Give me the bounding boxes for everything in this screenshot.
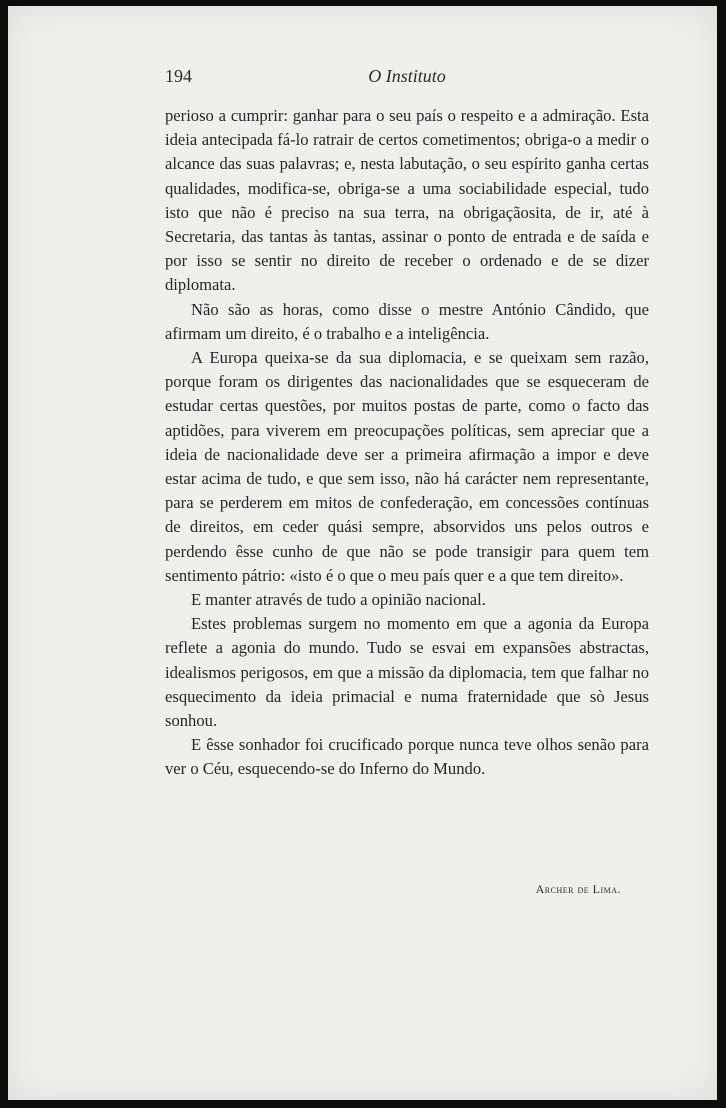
author-signature: Archer de Lima. — [535, 882, 621, 896]
paragraph: Não são as horas, como disse o mestre António Cândido, que afirmam um direito, é o trabalho e a inteligência. — [165, 299, 649, 343]
paragraph: E manter através de tudo a opinião nacional. — [191, 590, 486, 610]
paragraph-continuation: perioso a cumprir: ganhar para o seu país o respeito e a admiração. Esta ideia antecipada fá-lo ratrair de certos cometimentos; obriga-o a medir o alcance das suas palavras; e, nesta labutação, o seu espírito ganha certas qualidades, modifica-se, obriga-se a uma sociabilidade especial, tudo isto que não é preciso na sua terra, na obrigaçãosita, de ir, até à Secretaria, das tantas às tantas, assinar o ponto de entrada e de saída e por isso se sentir no direito de receber o ordenado e de se dizer diplomata. — [165, 106, 649, 295]
paragraph: E êsse sonhador foi crucificado porque nunca teve olhos senão para ver o Céu, esquecendo-se do Inferno do Mundo. — [165, 735, 649, 779]
book-page — [8, 6, 717, 1100]
paragraph: A Europa queixa-se da sua diplomacia, e se queixam sem razão, porque foram os dirigentes das nacionalidades que se esqueceram de estudar certas questões, por muitos postas de parte, como o facto das aptidões, para viverem em preocupações políticas, sem apreciar que a ideia de nacionalidade deve ser a primeira afirmação a impor e deve estar acima de tudo, e que sem isso, não há carácter nem representante, para se perderem em mitos de confederação, em concessões contínuas de direitos, em ceder quási sempre, absorvidos uns pelos outros e perdendo êsse cunho de que não se pode transigir para quem tem sentimento pátrio: «isto é o que o meu país quer e a que tem direito». — [165, 348, 649, 585]
article-body — [165, 104, 649, 782]
paragraph: Estes problemas surgem no momento em que a agonia da Europa reflete a agonia do mundo. Tudo se esvai em expansões abstractas, idealismos perigosos, em que a missão da diplomacia, tem que falhar no esquecimento da ideia primacial e numa fraternidade que sò Jesus sonhou. — [165, 614, 649, 731]
running-title: O Instituto — [368, 66, 446, 86]
page-header — [165, 66, 649, 94]
page-number: 194 — [165, 66, 192, 86]
